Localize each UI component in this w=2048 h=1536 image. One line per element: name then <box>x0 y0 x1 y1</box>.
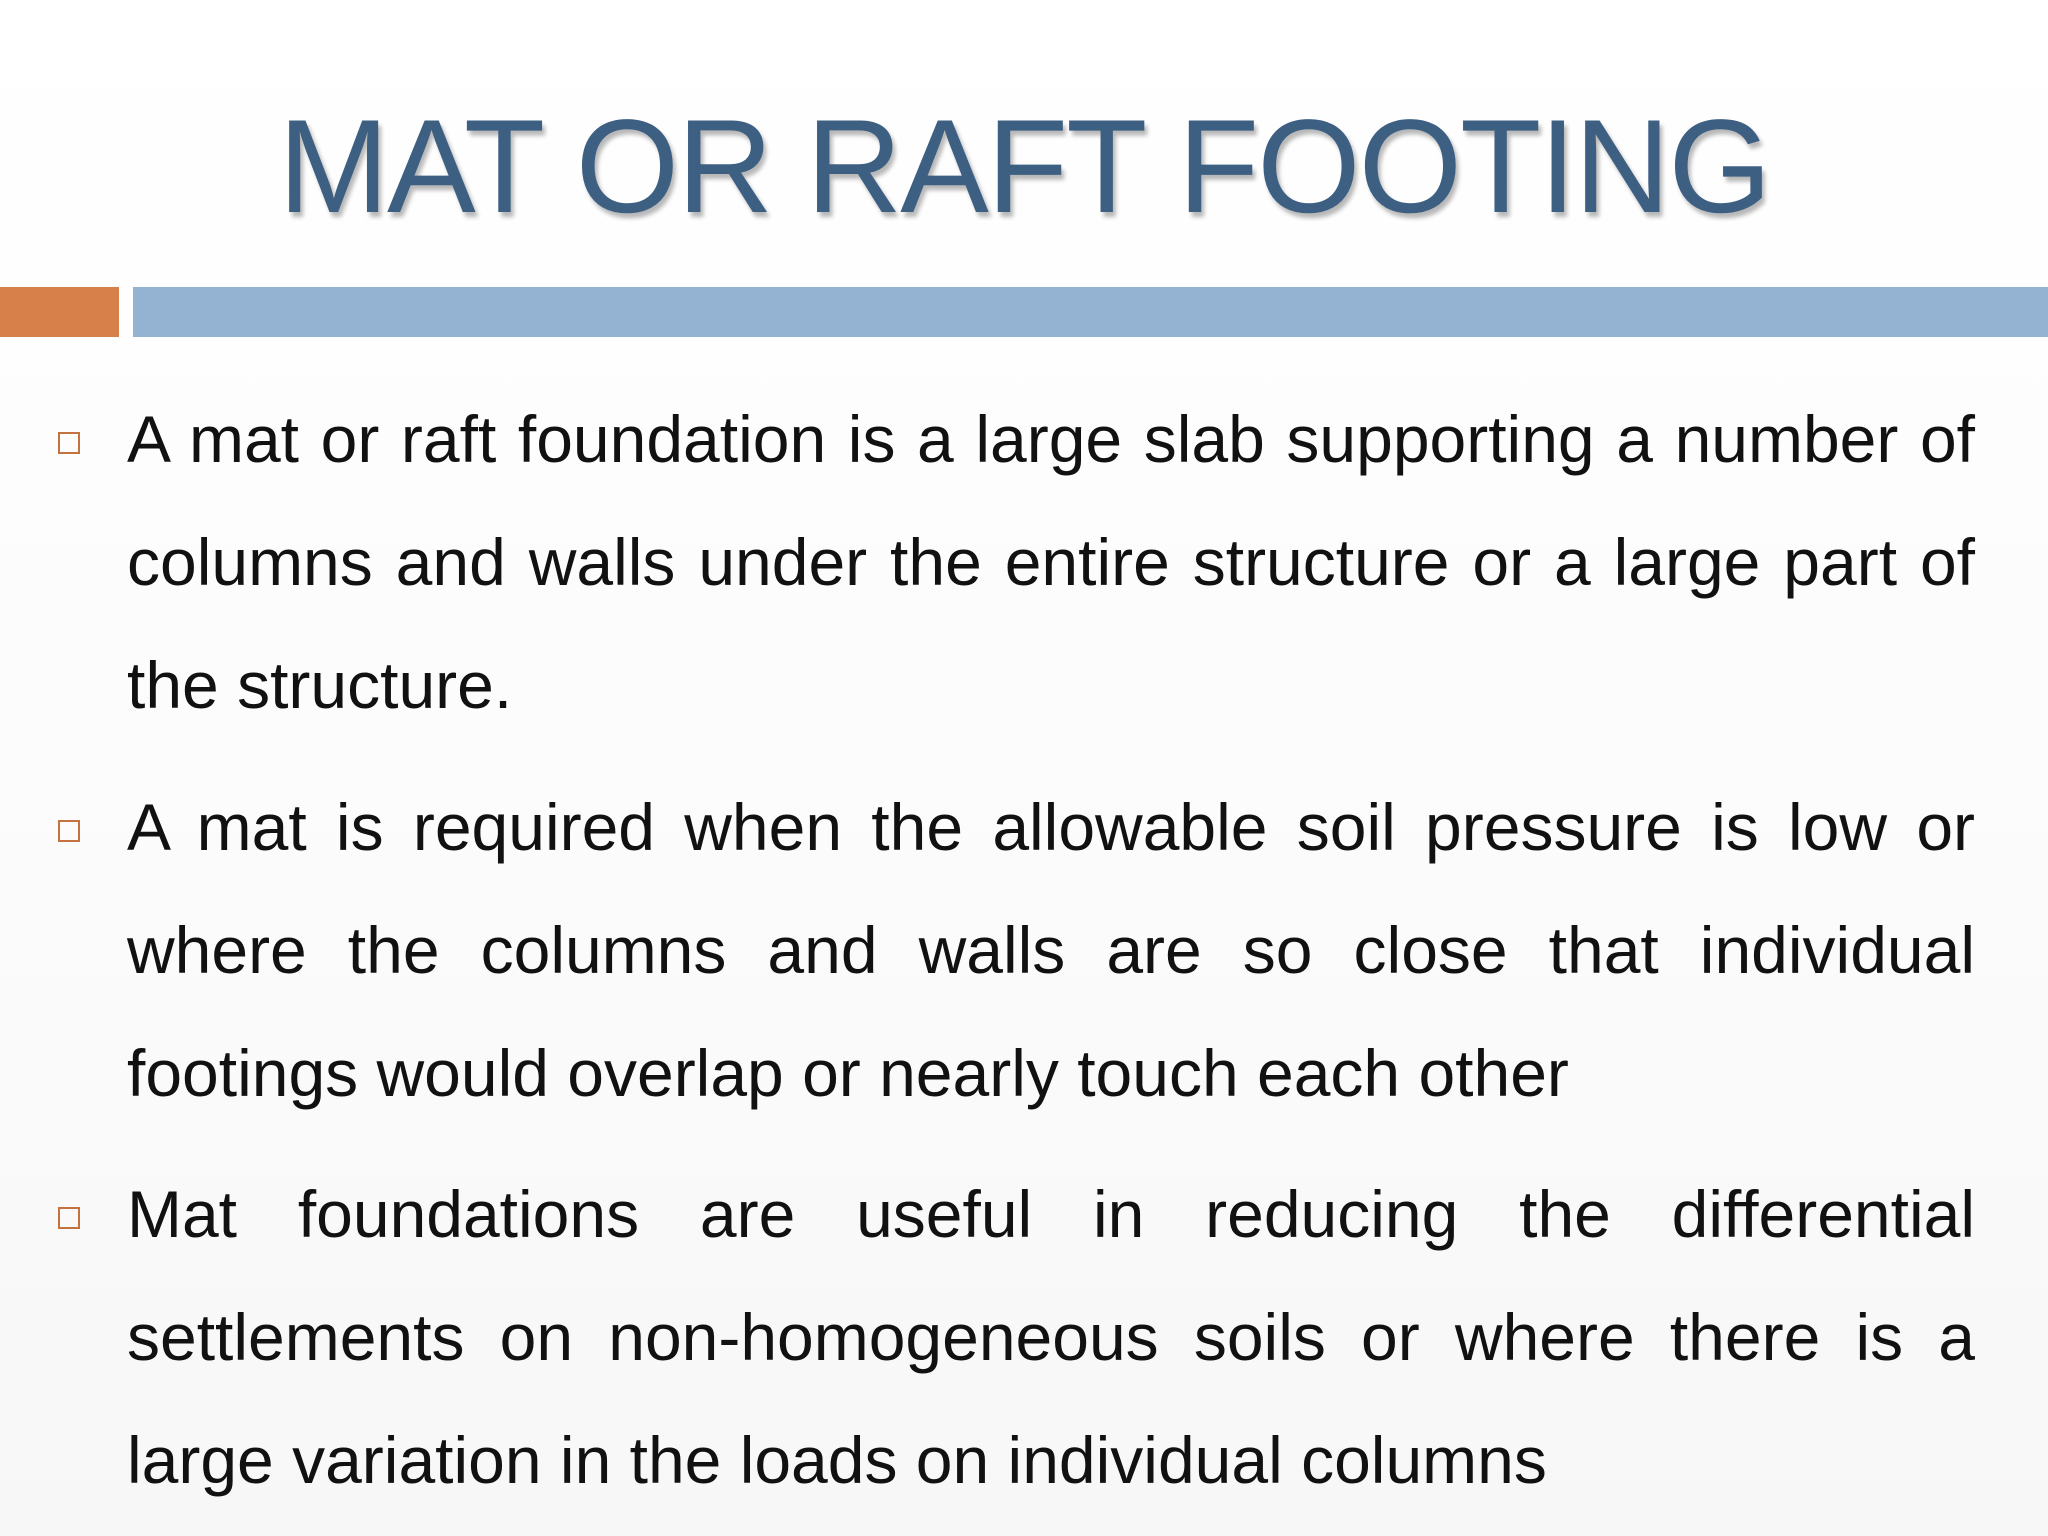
bullet-text: A mat or raft foundation is a large slab supporting a number of columns and walls under the entire structure or a large part of the structure. <box>127 402 1975 722</box>
bullet-text: Mat foundations are useful in reducing the differential settlements on non-homogeneous soils or where there is a large variation in the loads on individual columns <box>127 1177 1975 1497</box>
hollow-square-bullet-icon <box>58 432 80 454</box>
bullet-text: A mat is required when the allowable soil pressure is low or where the columns and walls are so close that individual footings would overlap or nearly touch each other <box>127 790 1975 1110</box>
hollow-square-bullet-icon <box>58 820 80 842</box>
slide-title: MAT OR RAFT FOOTING <box>278 93 1770 241</box>
hollow-square-bullet-icon <box>58 1207 80 1229</box>
